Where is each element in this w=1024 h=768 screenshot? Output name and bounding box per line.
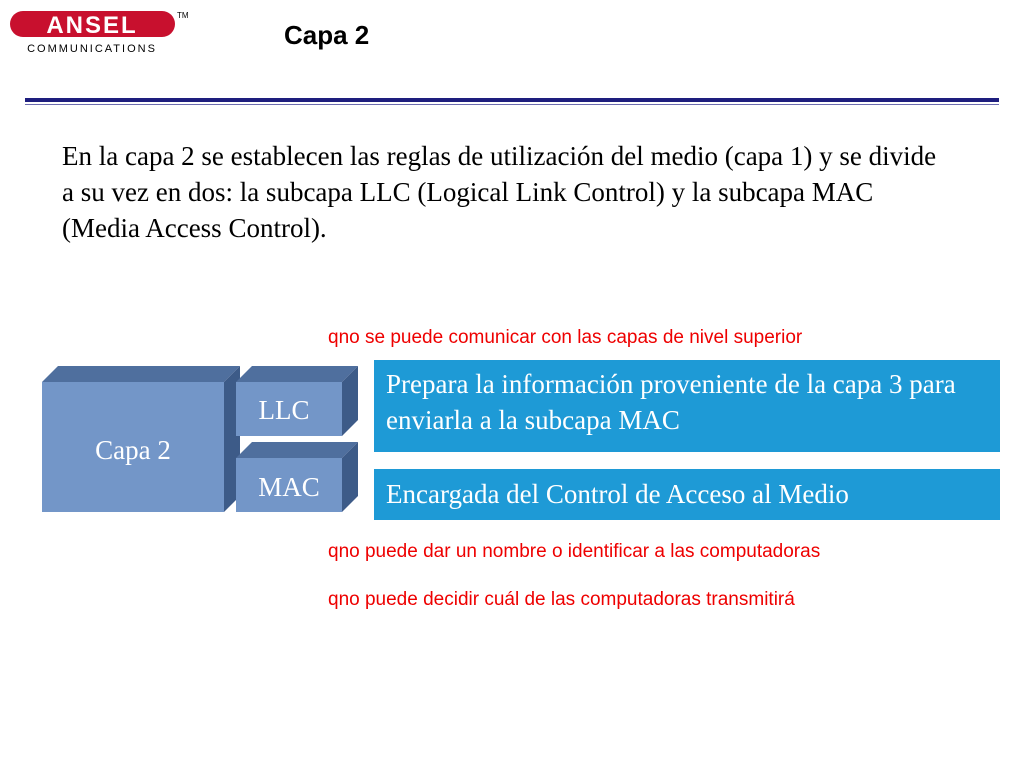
capa2-label: Capa 2 xyxy=(95,435,171,465)
note-mac-transmit: qno puede decidir cuál de las computadoras transmitirá xyxy=(328,589,795,610)
logo-sub-text: COMMUNICATIONS xyxy=(27,43,157,55)
capa2-block xyxy=(42,366,240,512)
note-llc: qno se puede comunicar con las capas de nivel superior xyxy=(328,327,803,348)
llc-label: LLC xyxy=(258,395,310,425)
logo-brand-text: ANSEL xyxy=(46,12,138,39)
intro-paragraph: En la capa 2 se establecen las reglas de utilización del medio (capa 1) y se divide a su vez en dos: la subcapa LLC (Logical Link Control) y la subcapa MAC (Media Access Control). xyxy=(62,141,937,243)
logo-tm-text: TM xyxy=(177,11,189,20)
llc-description: Prepara la información proveniente de la capa 3 para enviarla a la subcapa MAC xyxy=(374,360,1000,452)
mac-description: Encargada del Control de Acceso al Medio xyxy=(374,469,1000,520)
note-mac-identify: qno puede dar un nombre o identificar a las computadoras xyxy=(328,541,821,562)
mac-block xyxy=(236,442,358,512)
mac-label: MAC xyxy=(258,472,320,502)
llc-block xyxy=(236,366,358,436)
page-title: Capa 2 xyxy=(284,20,370,50)
